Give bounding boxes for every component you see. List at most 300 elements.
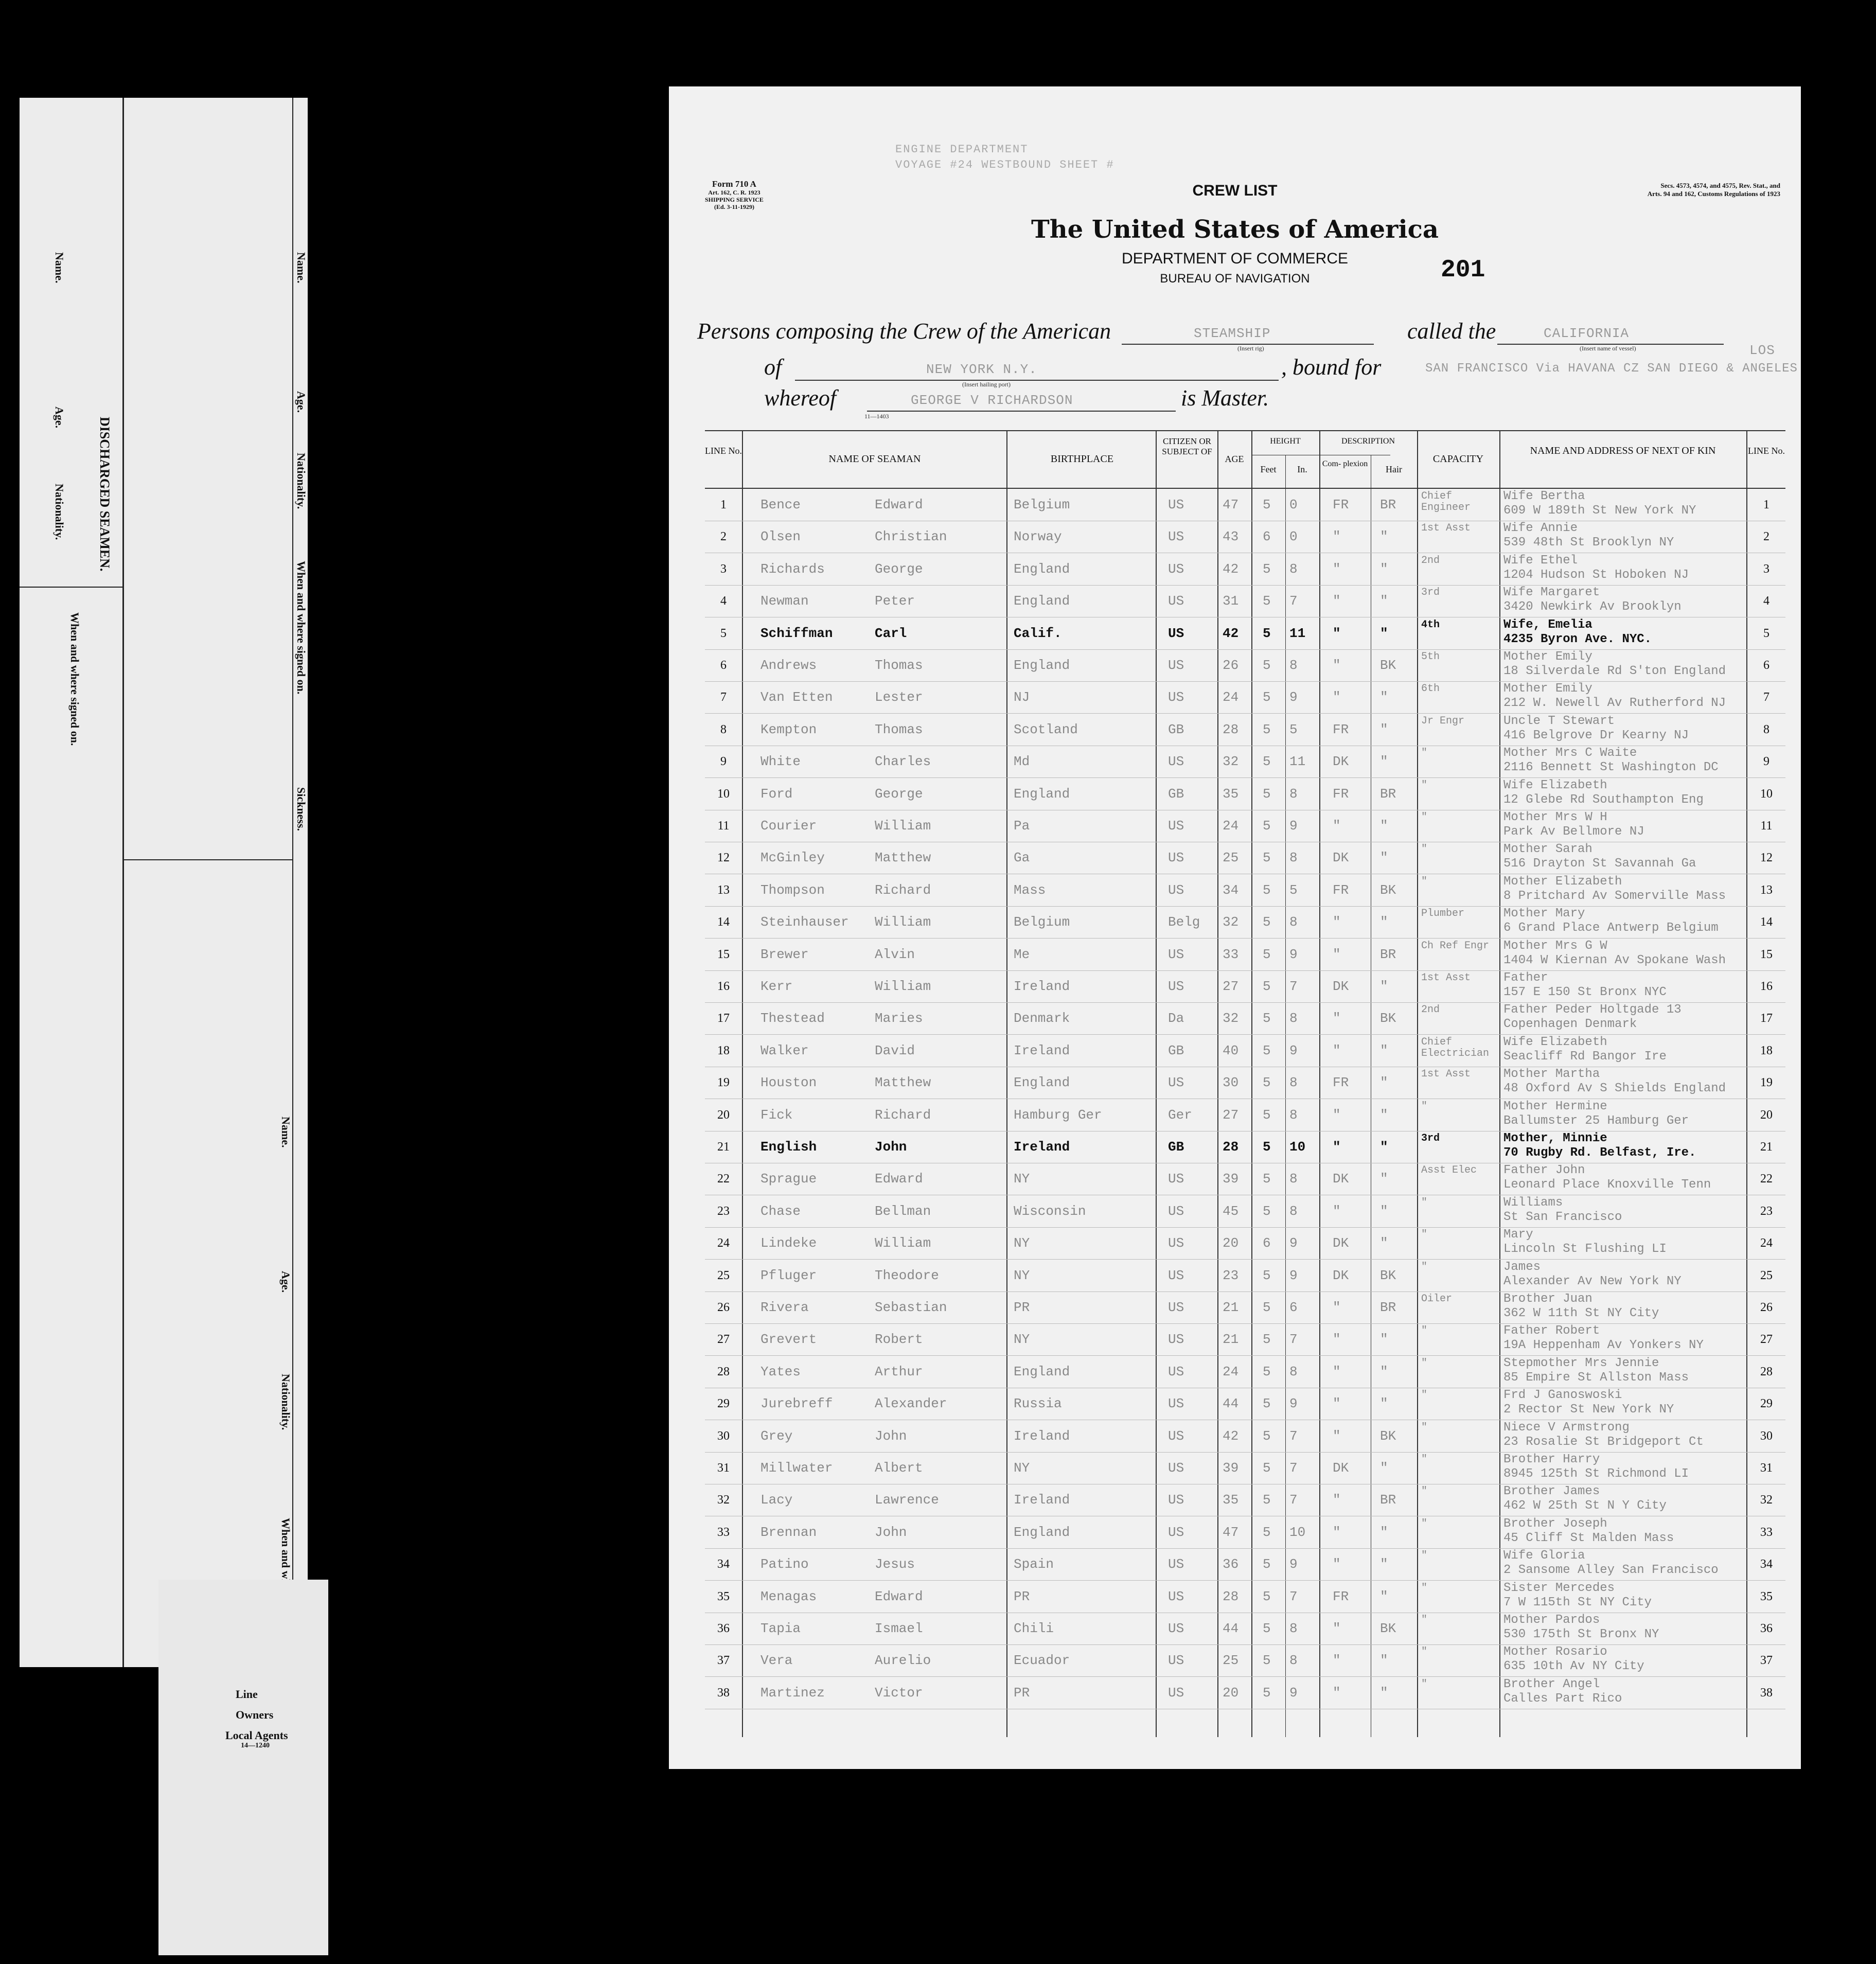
seaman-citizenship: US [1168,1235,1184,1251]
table-row [705,939,1785,971]
seaman-complexion: " [1333,1364,1341,1379]
line-number: 22 [717,1172,730,1186]
table-row [705,1581,1785,1613]
seaman-birthplace: England [1014,786,1070,802]
line-number: 33 [717,1525,730,1539]
seaman-birthplace: Me [1014,946,1030,962]
next-of-kin-address: 6 Grand Place Antwerp Belgium [1503,922,1719,935]
seaman-hair: " [1380,1042,1388,1058]
line-number-right: 19 [1760,1076,1773,1090]
seaman-capacity: " [1421,1615,1428,1626]
seaman-complexion: FR [1333,1588,1349,1604]
seaman-height-feet: 5 [1263,1107,1271,1123]
seaman-height-inches: 8 [1289,1171,1298,1187]
seaman-citizenship: US [1168,1332,1184,1348]
line-number: 16 [717,980,730,993]
table-row [705,842,1785,874]
line-number-right: 26 [1760,1301,1773,1314]
next-of-kin-address: 7 W 115th St NY City [1503,1596,1652,1609]
seaman-age: 39 [1223,1460,1239,1476]
seaman-complexion: " [1333,1685,1341,1701]
seaman-hair: " [1380,1107,1388,1123]
seaman-capacity: " [1421,1390,1428,1402]
seaman-given-name: Thomas [875,658,923,673]
seaman-age: 42 [1223,561,1239,577]
seaman-complexion: " [1333,593,1341,609]
seaman-height-inches: 7 [1289,979,1298,994]
next-of-kin-address: 12 Glebe Rd Southampton Eng [1503,793,1704,807]
seaman-complexion: " [1333,1042,1341,1058]
seaman-given-name: Peter [875,593,915,609]
seaman-capacity: " [1421,1261,1428,1273]
line-number: 35 [717,1589,730,1603]
line-number: 9 [720,755,727,769]
seaman-birthplace: Russia [1014,1396,1062,1412]
seaman-citizenship: US [1168,497,1184,512]
seaman-hair: " [1380,1332,1388,1348]
seaman-citizenship: GB [1168,1139,1184,1155]
seaman-birthplace: Denmark [1014,1011,1070,1027]
seaman-complexion: DK [1333,979,1349,994]
col-hair: Hair [1386,464,1402,474]
line-number: 3 [720,562,727,576]
next-of-kin-address: 85 Empire St Allston Mass [1503,1371,1689,1385]
seaman-surname: Kerr [760,979,793,994]
seaman-age: 24 [1223,689,1239,705]
seaman-citizenship: US [1168,561,1184,577]
table-row [705,521,1785,553]
seaman-citizenship: US [1168,754,1184,770]
next-of-kin-name: Mary [1503,1228,1533,1242]
seaman-complexion: " [1333,529,1341,545]
seaman-height-feet: 5 [1263,1556,1271,1572]
seaman-birthplace: England [1014,1524,1070,1540]
seaman-complexion: DK [1333,1235,1349,1251]
next-of-kin-address: 635 10th Av NY City [1503,1660,1644,1674]
line-number: 36 [717,1622,730,1635]
seaman-age: 23 [1223,1267,1239,1283]
table-row [705,1227,1785,1260]
seaman-height-inches: 8 [1289,914,1298,930]
seaman-citizenship: US [1168,689,1184,705]
seaman-birthplace: NY [1014,1332,1030,1348]
seaman-height-inches: 8 [1289,1621,1298,1636]
next-of-kin-name: Mother Mrs W H [1503,811,1607,824]
seaman-height-feet: 5 [1263,1524,1271,1540]
seaman-age: 45 [1223,1203,1239,1219]
table-row [705,1002,1785,1035]
seaman-hair: " [1380,979,1388,994]
seaman-hair: " [1380,1556,1388,1572]
voyage-called-label: called the [1407,319,1496,344]
seaman-complexion: " [1333,1428,1341,1444]
seaman-citizenship: US [1168,1621,1184,1636]
next-of-kin-address: Leonard Place Knoxville Tenn [1503,1178,1711,1192]
seaman-height-inches: 9 [1289,818,1298,834]
seaman-surname: Lindeke [760,1235,817,1251]
seaman-surname: Walker [760,1042,809,1058]
seaman-complexion: " [1333,914,1341,930]
next-of-kin-name: Mother Emily [1503,650,1592,664]
seaman-height-feet: 5 [1263,1267,1271,1283]
next-of-kin-address: 45 Cliff St Malden Mass [1503,1531,1674,1545]
seaman-complexion: " [1333,658,1341,673]
seaman-hair: " [1380,1203,1388,1219]
seaman-surname: Kempton [760,721,817,737]
seaman-birthplace: Wisconsin [1014,1203,1086,1219]
seaman-birthplace: Ireland [1014,1428,1070,1444]
seaman-hair: BR [1380,786,1396,802]
next-of-kin-address: Seacliff Rd Bangor Ire [1503,1050,1667,1064]
seaman-height-inches: 9 [1289,1556,1298,1572]
table-row [705,1452,1785,1484]
seaman-surname: Richards [760,561,825,577]
col-line-no-right: LINE No. [1748,446,1785,456]
next-of-kin-address: 516 Drayton St Savannah Ga [1503,857,1696,871]
seaman-capacity: 3rd [1421,1133,1440,1144]
seaman-height-inches: 8 [1289,658,1298,673]
seaman-given-name: Alexander [875,1396,947,1412]
seaman-hair: " [1380,689,1388,705]
seaman-surname: Menagas [760,1588,817,1604]
seaman-complexion: DK [1333,850,1349,866]
seaman-age: 24 [1223,1364,1239,1379]
seaman-height-inches: 7 [1289,1492,1298,1508]
next-of-kin-name: Mother Rosario [1503,1645,1607,1659]
seaman-age: 20 [1223,1685,1239,1701]
line-number: 11 [717,819,730,833]
form-ref: Art. 162, C. R. 1923 [708,189,760,196]
next-of-kin-address: 3420 Newkirk Av Brooklyn [1503,600,1682,614]
seaman-height-inches: 8 [1289,1203,1298,1219]
seaman-height-feet: 5 [1263,561,1271,577]
seaman-surname: Van Etten [760,689,833,705]
seaman-height-feet: 5 [1263,979,1271,994]
seaman-surname: Jurebreff [760,1396,833,1412]
seaman-surname: Schiffman [760,625,833,641]
line-number-right: 16 [1760,980,1773,993]
seaman-given-name: Jesus [875,1556,915,1572]
line-number-right: 4 [1763,594,1769,608]
seaman-capacity: Oiler [1421,1294,1453,1305]
table-row [705,553,1785,586]
seaman-height-inches: 0 [1289,529,1298,545]
seaman-given-name: William [875,818,931,834]
line-number-right: 2 [1763,530,1769,544]
seaman-height-feet: 5 [1263,1428,1271,1444]
seaman-height-feet: 5 [1263,1653,1271,1669]
line-number-right: 30 [1760,1429,1773,1443]
line-number: 20 [717,1108,730,1122]
voyage-stamp: VOYAGE #24 WESTBOUND SHEET # [895,158,1114,171]
strip-col-nationality: Nationality. [295,453,308,509]
seaman-height-feet: 5 [1263,658,1271,673]
print-code: 11—1403 [864,413,889,420]
bureau-heading: BUREAU OF NAVIGATION [1160,272,1310,286]
next-of-kin-name: Brother Angel [1503,1677,1600,1691]
table-row [705,1516,1785,1549]
table-row [705,746,1785,778]
seaman-surname: McGinley [760,850,825,866]
col-description: DESCRIPTION [1341,437,1395,446]
next-of-kin-name: Wife Bertha [1503,490,1585,503]
seaman-birthplace: Belgium [1014,914,1070,930]
seaman-height-feet: 5 [1263,721,1271,737]
seaman-height-feet: 5 [1263,882,1271,898]
seaman-birthplace: Scotland [1014,721,1078,737]
seaman-age: 43 [1223,529,1239,545]
table-row [705,1356,1785,1388]
port-underline [795,380,1279,381]
next-of-kin-address: Ballumster 25 Hamburg Ger [1503,1114,1689,1128]
line-number-right: 22 [1760,1172,1773,1186]
line-number: 1 [720,498,727,511]
line-number-right: 8 [1763,722,1769,736]
line-number: 25 [717,1268,730,1282]
seaman-age: 42 [1223,625,1239,641]
seaman-surname: Grey [760,1428,793,1444]
destination: SAN FRANCISCO Via HAVANA CZ SAN DIEGO & ANGELES [1425,362,1798,376]
seaman-height-feet: 5 [1263,1300,1271,1315]
seaman-complexion: " [1333,1653,1341,1669]
line-number: 14 [717,915,730,929]
seaman-height-inches: 9 [1289,1235,1298,1251]
rig-hint: (Insert rig) [1237,345,1264,352]
line-number: 32 [717,1493,730,1507]
seaman-surname: Olsen [760,529,801,545]
strip-col-name: Name. [295,252,308,284]
seaman-height-inches: 8 [1289,561,1298,577]
next-of-kin-name: Brother Joseph [1503,1517,1607,1531]
destination-continuation: LOS [1749,343,1775,358]
line-number: 31 [717,1461,730,1475]
line-number-right: 35 [1760,1589,1773,1603]
seaman-birthplace: Calif. [1014,625,1062,641]
seaman-surname: Yates [760,1364,801,1379]
line-number-right: 33 [1760,1525,1773,1539]
seaman-height-inches: 9 [1289,1042,1298,1058]
line-number-right: 34 [1760,1558,1773,1571]
next-of-kin-name: Wife Elizabeth [1503,778,1607,792]
seaman-height-inches: 11 [1289,754,1306,770]
table-row [705,1548,1785,1581]
seaman-height-inches: 10 [1289,1524,1306,1540]
seaman-capacity: 1st Asst [1421,1069,1471,1081]
seaman-height-inches: 7 [1289,1588,1298,1604]
seaman-given-name: Sebastian [875,1300,947,1315]
seaman-height-inches: 0 [1289,497,1298,512]
seaman-birthplace: Md [1014,754,1030,770]
seaman-given-name: Lawrence [875,1492,939,1508]
seaman-given-name: Maries [875,1011,923,1027]
next-of-kin-name: Mother Hermine [1503,1100,1607,1113]
seaman-age: 39 [1223,1171,1239,1187]
seaman-age: 27 [1223,1107,1239,1123]
seaman-hair: " [1380,1653,1388,1669]
seaman-age: 31 [1223,593,1239,609]
line-number: 5 [720,626,727,640]
seaman-height-inches: 9 [1289,946,1298,962]
seaman-height-inches: 7 [1289,1428,1298,1444]
line-number-right: 27 [1760,1333,1773,1347]
seaman-citizenship: GB [1168,786,1184,802]
form-service: SHIPPING SERVICE [705,196,764,203]
seaman-height-feet: 5 [1263,1139,1271,1155]
table-row [705,778,1785,810]
line-number: 10 [717,787,730,801]
line-number: 13 [717,883,730,897]
seaman-hair: " [1380,1588,1388,1604]
table-row [705,1131,1785,1163]
line-number-right: 38 [1760,1686,1773,1700]
seaman-height-inches: 9 [1289,1267,1298,1283]
table-row [705,970,1785,1003]
seaman-age: 32 [1223,914,1239,930]
seaman-age: 24 [1223,818,1239,834]
seaman-capacity: Chief Engineer [1421,491,1471,514]
seaman-citizenship: US [1168,1203,1184,1219]
seaman-capacity: " [1421,1518,1428,1530]
seaman-surname: Brewer [760,946,809,962]
seaman-height-feet: 5 [1263,625,1271,641]
seaman-age: 35 [1223,786,1239,802]
line-number-right: 5 [1763,626,1769,640]
seaman-hair: " [1380,593,1388,609]
country-heading: The United States of America [1031,215,1439,244]
seaman-citizenship: US [1168,1300,1184,1315]
seaman-height-feet: 5 [1263,786,1271,802]
next-of-kin-name: Brother James [1503,1485,1600,1499]
seaman-citizenship: US [1168,818,1184,834]
seaman-height-feet: 5 [1263,914,1271,930]
seaman-citizenship: US [1168,1653,1184,1669]
next-of-kin-address: 212 W. Newell Av Rutherford NJ [1503,697,1726,711]
footer-agents-label: Local Agents [225,1729,288,1742]
seaman-height-feet: 5 [1263,1364,1271,1379]
line-number-right: 7 [1763,691,1769,704]
next-of-kin-address: Alexander Av New York NY [1503,1275,1682,1288]
seaman-given-name: Alvin [875,946,915,962]
seaman-height-feet: 5 [1263,1588,1271,1604]
next-of-kin-address: 8 Pritchard Av Somerville Mass [1503,889,1726,903]
next-of-kin-name: Mother Mrs C Waite [1503,747,1637,760]
seaman-capacity: Chief Electrician [1421,1036,1490,1059]
next-of-kin-address: Park Av Bellmore NJ [1503,825,1644,839]
col-birthplace: BIRTHPLACE [1050,453,1114,465]
table-row [705,1677,1785,1709]
seaman-given-name: George [875,786,923,802]
line-number: 34 [717,1558,730,1571]
table-row [705,1388,1785,1420]
line-number: 26 [717,1301,730,1314]
seaman-given-name: Theodore [875,1267,939,1283]
seaman-height-inches: 8 [1289,1011,1298,1027]
seaman-birthplace: NY [1014,1460,1030,1476]
strip-col-age-2: Age. [279,1271,292,1293]
seaman-complexion: " [1333,1107,1341,1123]
line-number: 15 [717,947,730,961]
line-number: 2 [720,530,727,544]
seaman-capacity: 6th [1421,683,1440,695]
line-number: 8 [720,722,727,736]
seaman-birthplace: Belgium [1014,497,1070,512]
seaman-capacity: Jr Engr [1421,715,1465,727]
next-of-kin-address: Lincoln St Flushing LI [1503,1243,1667,1257]
seaman-hair: " [1380,1171,1388,1187]
seaman-citizenship: US [1168,1685,1184,1701]
seaman-age: 32 [1223,754,1239,770]
seaman-given-name: John [875,1139,907,1155]
seaman-birthplace: Ireland [1014,1492,1070,1508]
seaman-hair: " [1380,1396,1388,1412]
seaman-age: 42 [1223,1428,1239,1444]
line-number-right: 15 [1760,947,1773,961]
form-number: Form 710 A [712,179,756,189]
seaman-citizenship: US [1168,1492,1184,1508]
seaman-age: 21 [1223,1300,1239,1315]
seaman-hair: " [1380,529,1388,545]
seaman-complexion: " [1333,1556,1341,1572]
seaman-height-feet: 5 [1263,689,1271,705]
seaman-age: 40 [1223,1042,1239,1058]
seaman-citizenship: US [1168,850,1184,866]
seaman-birthplace: Spain [1014,1556,1054,1572]
col-capacity: CAPACITY [1432,453,1484,465]
seaman-given-name: Albert [875,1460,923,1476]
next-of-kin-address: 1204 Hudson St Hoboken NJ [1503,568,1689,582]
voyage-line1-label: Persons composing the Crew of the American [697,319,1111,344]
footer-line-label: Line [236,1688,258,1701]
next-of-kin-address: 48 Oxford Av S Shields England [1503,1082,1726,1096]
seaman-given-name: Matthew [875,1075,931,1091]
seaman-complexion: DK [1333,1267,1349,1283]
seaman-birthplace: NY [1014,1267,1030,1283]
seaman-height-inches: 8 [1289,786,1298,802]
seaman-complexion: " [1333,1011,1341,1027]
sheet-number: 201 [1441,256,1485,284]
next-of-kin-name: Brother Harry [1503,1453,1600,1466]
seaman-surname: Fick [760,1107,793,1123]
seaman-surname: Millwater [760,1460,833,1476]
table-row [705,585,1785,617]
line-number-right: 23 [1760,1204,1773,1218]
line-number-right: 24 [1760,1236,1773,1250]
hailing-port: NEW YORK N.Y. [926,362,1037,377]
seaman-surname: Tapia [760,1621,801,1636]
seaman-height-feet: 5 [1263,850,1271,866]
seaman-citizenship: US [1168,625,1184,641]
seaman-height-inches: 5 [1289,721,1298,737]
seaman-citizenship: GB [1168,721,1184,737]
seaman-capacity: " [1421,1647,1428,1658]
seaman-complexion: " [1333,1203,1341,1219]
strip-col-sickness: Sickness. [295,787,308,831]
seaman-capacity: " [1421,1582,1428,1594]
seaman-height-feet: 5 [1263,754,1271,770]
seaman-surname: Grevert [760,1332,817,1348]
seaman-birthplace: Ireland [1014,1042,1070,1058]
seaman-given-name: Matthew [875,850,931,866]
seaman-capacity: " [1421,1101,1428,1112]
seaman-height-inches: 8 [1289,1364,1298,1379]
seaman-hair: " [1380,1460,1388,1476]
col-complexion: Com- plexion [1322,459,1368,468]
line-number-right: 31 [1760,1461,1773,1475]
line-number: 37 [717,1654,730,1668]
table-row [705,1195,1785,1228]
seaman-given-name: John [875,1428,907,1444]
col-line-no: LINE No. [705,446,742,456]
